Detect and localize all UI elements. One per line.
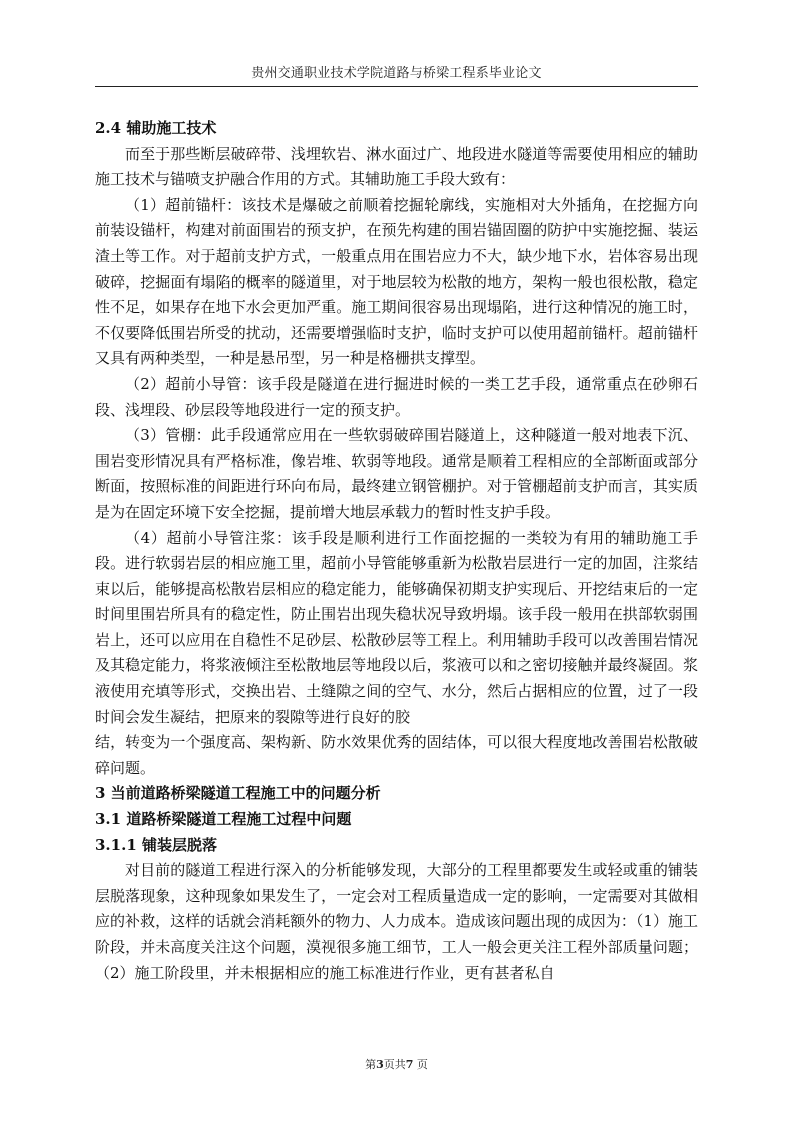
paragraph-item-1: （1）超前锚杆：该技术是爆破之前顺着挖掘轮廓线，实施相对大外插角，在挖掘方向前装设锚杆，构建对前面围岩的预支护，在预先构建的围岩锚固圈的防护中实施挖掘、装运渣土等工作。对于超前支护方式，一般重点用在围岩应力不大，缺少地下水，岩体容易出现破碎，挖掘面有塌陷的概率的隧道里，对于地层较为松散的地方，架构一般也很松散，稳定性不足，如果存在地下水会更加严重。施工期间很容易出现塌陷，进行这种情况的施工时，不仅要降低围岩所受的扰动，还需要增强临时支护，临时支护可以使用超前锚杆。超前锚杆又具有两种类型，一种是悬吊型，另一种是格栅拱支撑型。 (95, 195, 698, 368)
page-prefix: 第 (365, 1058, 377, 1071)
section-heading-2-4: 2.4 辅助施工技术 (95, 119, 217, 137)
page-suffix: 页 (413, 1058, 428, 1071)
page-current: 3 (376, 1058, 384, 1071)
paragraph-item-4: （4）超前小导管注浆：该手段是顺利进行工作面挖掘的一类较为有用的辅助施工手段。进行软弱岩层的相应施工里，超前小导管能够重新为松散岩层进行一定的加固，注浆结束以后，能够提高松散岩层相应的稳定能力，能够确保初期支护实现后、开挖结束后的一定时间里围岩所具有的稳定性，防止围岩出现失稳状况导致坍塌。该手段一般用在拱部软弱围岩上，还可以应用在自稳性不足砂层、松散砂层等工程上。利用辅助手段可以改善围岩情况及其稳定能力，将浆液倾注至松散地层等地段以后，浆液可以和之密切接触并最终凝固。浆液使用充填等形式，交换出岩、土缝隙之间的空气、水分，然后占据相应的位置，过了一段时间会发生凝结，把原来的裂隙等进行良好的胶 (95, 528, 698, 726)
paragraph-3-1-1: 对目前的隧道工程进行深入的分析能够发现，大部分的工程里都要发生或轻或重的铺装层脱落现象，这种现象如果发生了，一定会对工程质量造成一定的影响，一定需要对其做相应的补救，这样的话就会消耗额外的物力、人力成本。造成该问题出现的成因为：（1）施工阶段，并未高度关注这个问题，漠视很多施工细节，工人一般会更关注工程外部质量问题；（2）施工阶段里，并未根据相应的施工标准进行作业，更有甚者私自 (95, 861, 698, 982)
paragraph-item-3: （3）管棚：此手段通常应用在一些软弱破碎围岩隧道上，这种隧道一般对地表下沉、围岩变形情况具有严格标准，像岩堆、软弱等地段。通常是顺着工程相应的全部断面或部分断面，按照标准的间距进行环向布局，最终建立钢管棚护。对于管棚超前支护而言，其实质是为在固定环境下安全挖掘，提前增大地层承载力的暂时性支护手段。 (95, 426, 698, 521)
page-middle: 页共 (383, 1058, 406, 1071)
paragraph-item-2: （2）超前小导管：该手段是隧道在进行掘进时候的一类工艺手段，通常重点在砂卵石段、浅埋段、砂层段等地段进行一定的预支护。 (95, 374, 698, 419)
page-number (0, 1056, 793, 1072)
header-divider (95, 86, 698, 87)
document-body (95, 116, 698, 986)
page-header: 贵州交通职业技术学院道路与桥梁工程系毕业论文 (251, 66, 542, 81)
page-total: 7 (405, 1058, 414, 1071)
section-heading-3: 3 当前道路桥梁隧道工程施工中的问题分析 (95, 784, 381, 803)
section-heading-3-1-1: 3.1.1 铺装层脱落 (95, 835, 217, 854)
section-heading-3-1: 3.1 道路桥梁隧道工程施工过程中问题 (95, 810, 352, 829)
paragraph-intro: 而至于那些断层破碎带、浅埋软岩、淋水面过广、地段进水隧道等需要使用相应的辅助施工技术与锚喷支护融合作用的方式。其辅助施工手段大致有： (95, 144, 698, 189)
paragraph-item-4-continued: 结，转变为一个强度高、架构新、防水效果优秀的固结体，可以很大程度地改善围岩松散破碎问题。 (95, 733, 698, 777)
